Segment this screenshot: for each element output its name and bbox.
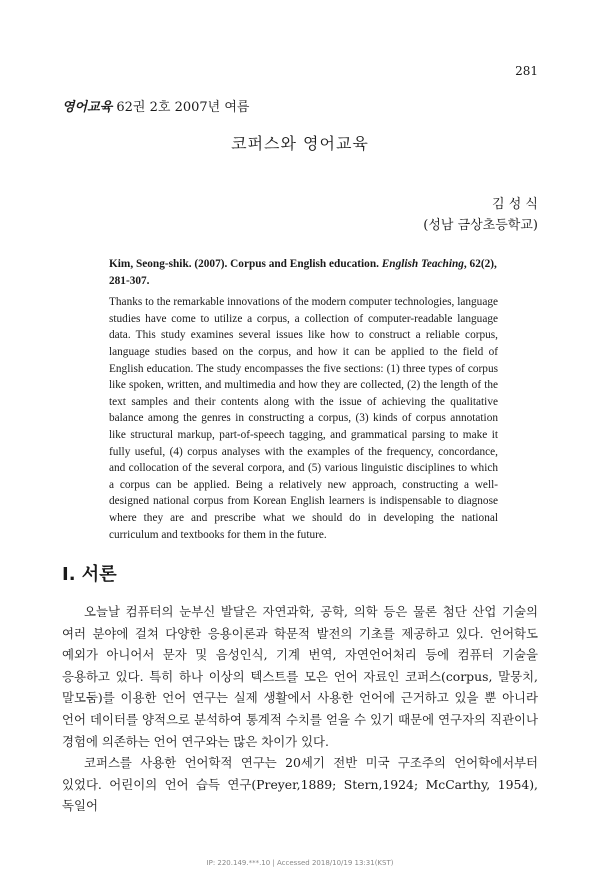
author-name: 김 성 식 [492,197,538,212]
access-footer: IP: 220.149.***.10 | Accessed 2018/10/19 13:31(KST) [206,859,394,867]
abstract-text: Thanks to the remarkable innovations of the modern computer technologies, language studies have come to utilize a corpus, a collection of computer-readable language data. This study examines several issues like how to construct a reliable corpus, language studies based on the corpus, and how it can be applied to the field of English education. The study encompasses the five sections: (1) three types of corpus like spoken, written, and multimedia and how they are collected, (2) the length of the text samples and their contents along with the issue of achieving the qualitative balance among the genres in constructing a corpus, (3) kinds of corpus annotation like structural markup, part-of-speech tagging, and grammatical parsing to make it fully useful, (4) corpus analyses with the examples of the frequency, concordance, and collocation of the several corpora, and (5) various linguistic disciplines to which a corpus can be applied. Being a relatively new approach, constructing a well-designed national corpus from Korean English learners is indispensable to diagnose where they are and prescribe what we should do in developing the national curriculum and textbooks for them in the future. [109,296,498,541]
body-text [62,601,538,817]
author-block [423,194,538,236]
journal-name: 영어교육 [62,100,113,115]
journal-header [62,96,249,115]
citation-prefix: Kim, Seong-shik. (2007). Corpus and English education. [109,258,379,270]
citation-suffix: , 62(2), 281-307. [109,258,497,287]
abstract [109,256,498,543]
journal-issue: 62권 2호 2007년 여름 [116,100,250,115]
body-paragraph: 코퍼스를 사용한 언어학적 연구는 20세기 전반 미국 구조주의 언어학에서부터 있었다. 어린이의 언어 습득 연구(Preyer,1889; Stern,1924; McCarthy, 1954), 독일어 [62,755,538,814]
citation-journal: English Teaching [381,258,464,270]
page-number: 281 [515,64,538,78]
citation [109,256,498,289]
paper-title: 코퍼스와 영어교육 [231,134,369,153]
author-affiliation: (성남 금상초등학교) [423,218,538,233]
body-paragraph: 오늘날 컴퓨터의 눈부신 발달은 자연과학, 공학, 의학 등은 물론 첨단 산업 기술의 여러 분야에 걸쳐 다양한 응용이론과 학문적 발전의 기초를 제공하고 있다. 언어학도 예외가 아니어서 문자 및 음성인식, 기계 번역, 자연언어처리 등에 컴퓨터 기술을 응용하고 있다. 특히 하나 이상의 텍스트를 모은 언어 자료인 코퍼스(corpus, 말뭉치, 말모둠)를 이용한 언어 연구는 실제 생활에서 사용한 언어에 근거하고 있을 뿐 아니라 언어 데이터를 양적으로 분석하여 통계적 수치를 얻을 수 있기 때문에 연구자의 직관이나 경험에 의존하는 언어 연구와는 많은 차이가 있다. [62,604,538,749]
section-heading: I. 서론 [62,564,117,585]
